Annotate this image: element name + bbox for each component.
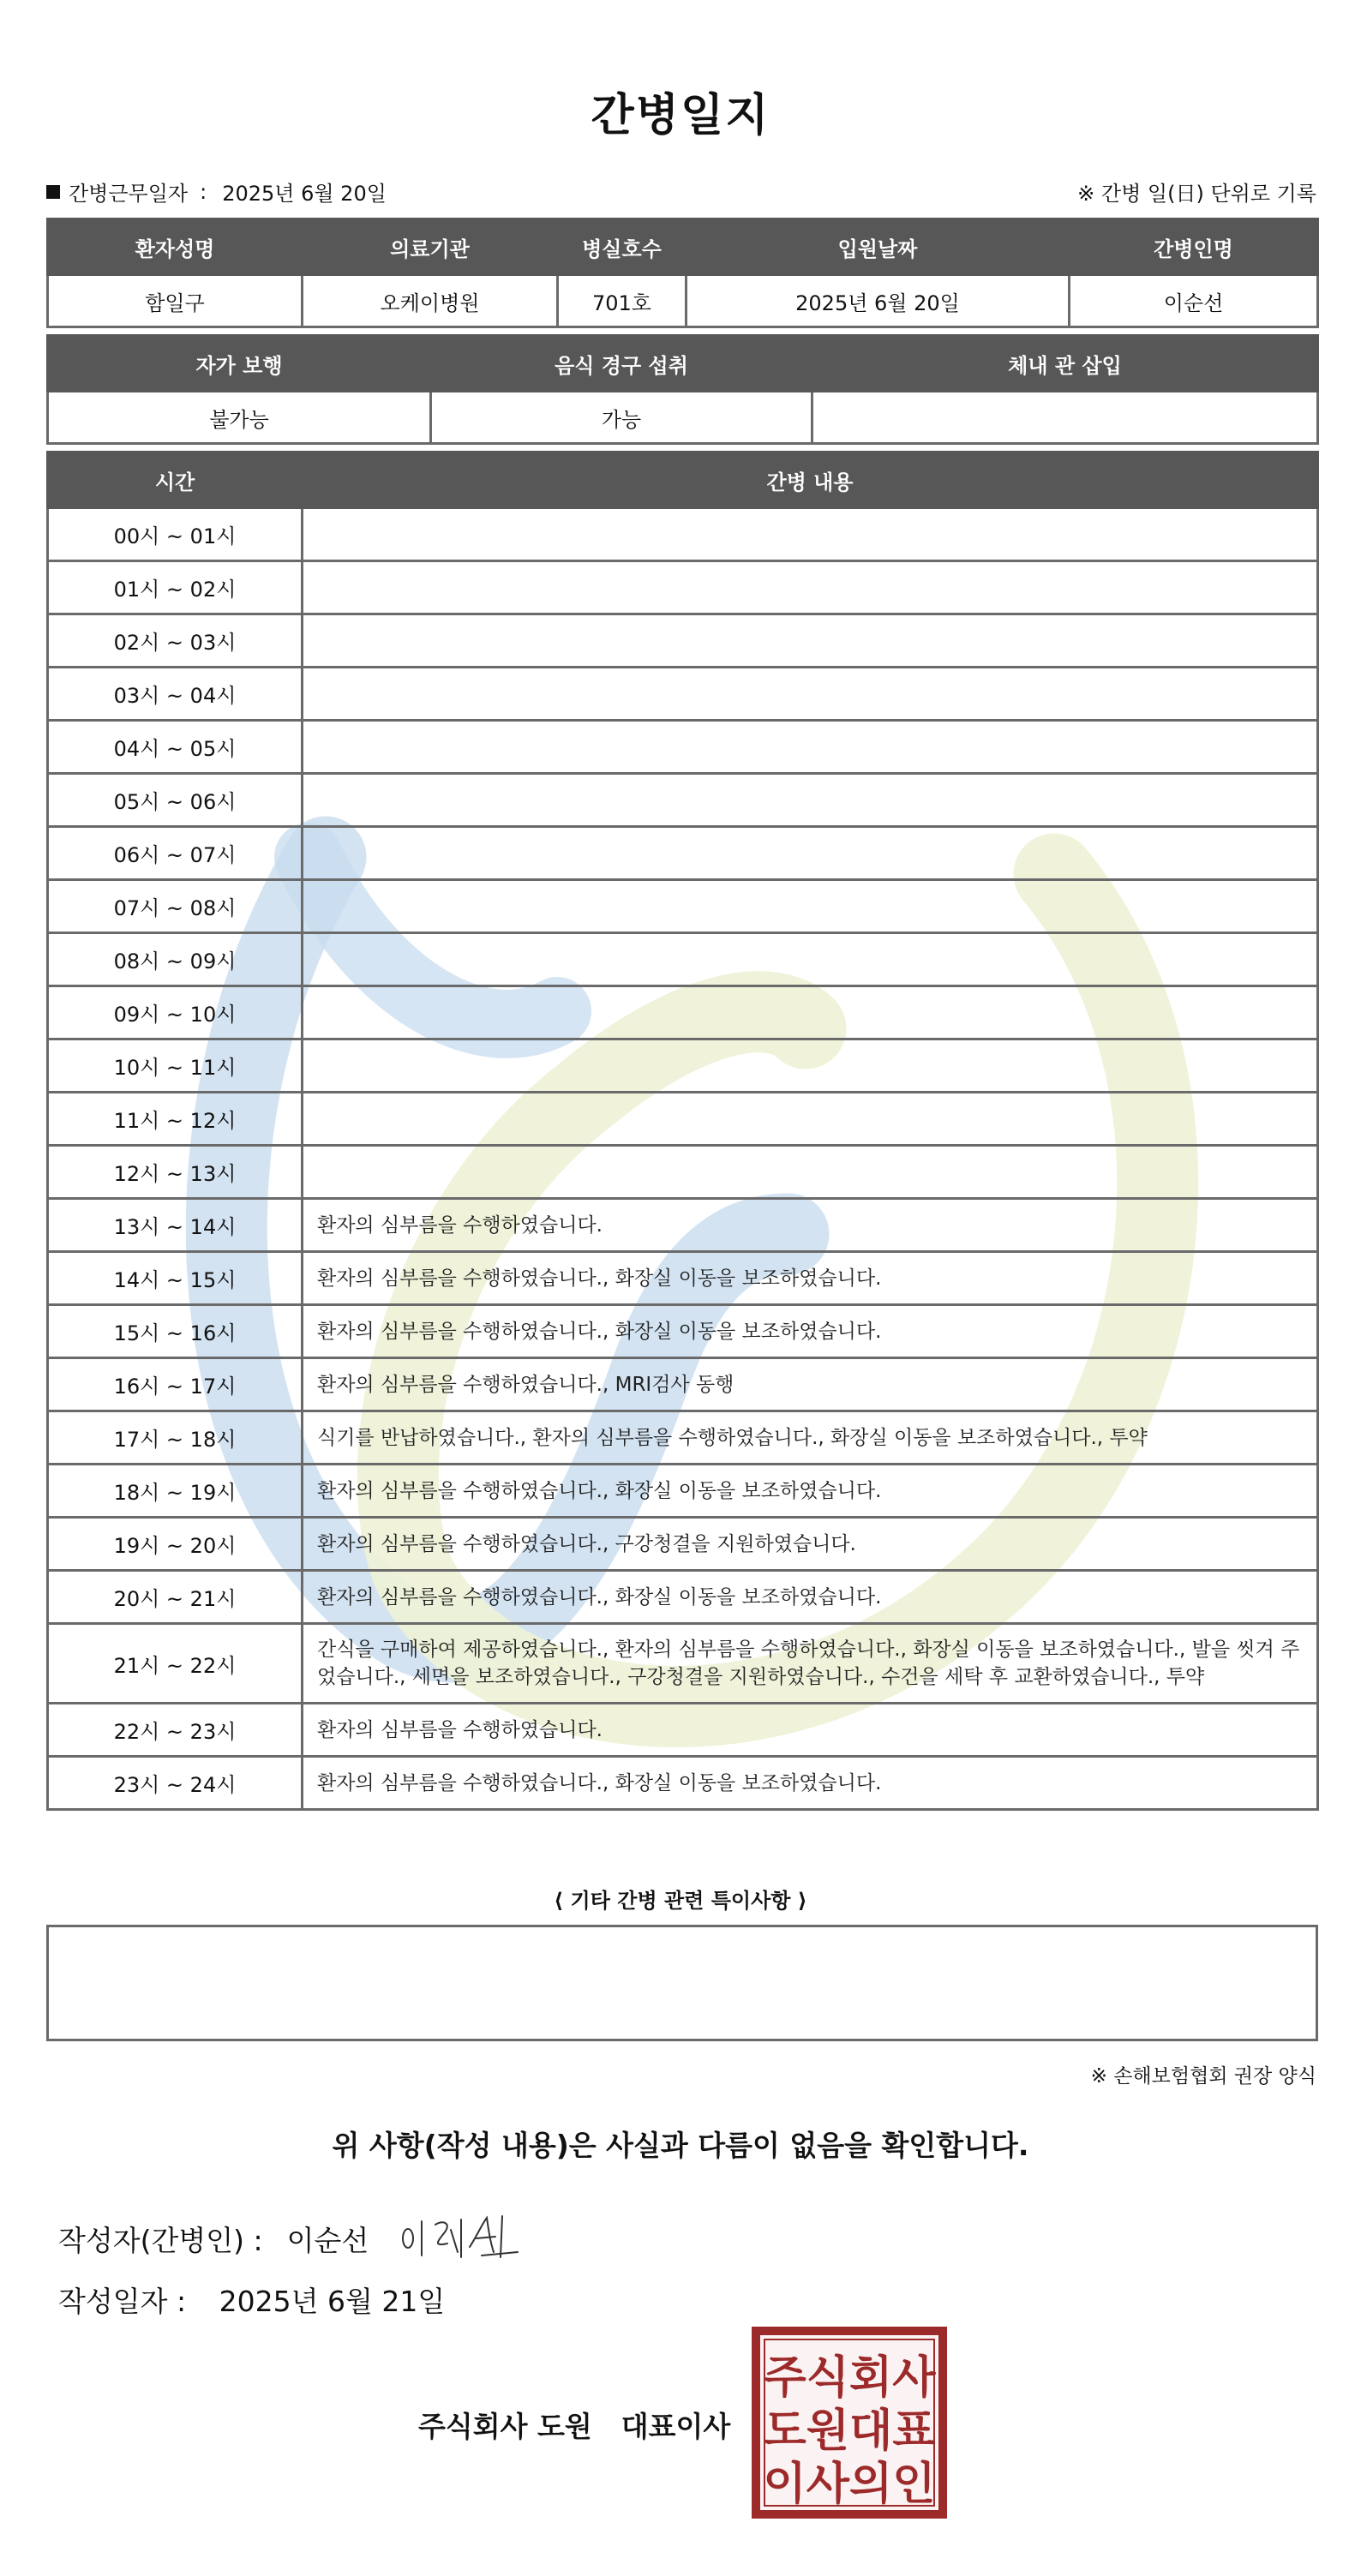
schedule-content-cell: 환자의 심부름을 수행하였습니다. (303, 1199, 1318, 1252)
schedule-time-cell: 04시 ~ 05시 (48, 721, 303, 774)
header-room-number: 병실호수 (558, 219, 686, 275)
schedule-time-cell: 08시 ~ 09시 (48, 933, 303, 986)
daily-record-note: ※ 간병 일(日) 단위로 기록 (1077, 182, 1316, 206)
schedule-time-cell: 13시 ~ 14시 (48, 1199, 303, 1252)
header-patient-name: 환자성명 (48, 219, 303, 275)
written-date-line (58, 2279, 445, 2320)
schedule-time-cell: 18시 ~ 19시 (48, 1465, 303, 1518)
schedule-content-cell: 환자의 심부름을 수행하였습니다., 구강청결을 지원하였습니다. (303, 1518, 1318, 1571)
schedule-content-cell (303, 721, 1318, 774)
schedule-content-cell: 환자의 심부름을 수행하였습니다. (303, 1704, 1318, 1757)
schedule-content-cell: 식기를 반납하였습니다., 환자의 심부름을 수행하였습니다., 화장실 이동을 보조하였습니다., 투약 (303, 1411, 1318, 1465)
schedule-row (48, 1411, 1318, 1465)
patient-header-row (48, 219, 1318, 275)
room-number: 701호 (558, 275, 686, 327)
schedule-row (48, 1146, 1318, 1199)
schedule-row (48, 1465, 1318, 1518)
company-name: 주식회사 도원 (418, 2410, 592, 2443)
schedule-time-cell: 05시 ~ 06시 (48, 774, 303, 827)
patient-info-table (46, 218, 1319, 328)
schedule-time-cell: 11시 ~ 12시 (48, 1093, 303, 1146)
admission-date: 2025년 6월 20일 (686, 275, 1070, 327)
schedule-time-cell: 00시 ~ 01시 (48, 508, 303, 561)
work-date-separator: : (200, 179, 207, 204)
work-date-value: 2025년 6월 20일 (222, 182, 387, 206)
written-date-value: 2025년 6월 21일 (219, 2285, 446, 2318)
schedule-row (48, 1571, 1318, 1624)
schedule-content-cell: 환자의 심부름을 수행하였습니다., 화장실 이동을 보조하였습니다. (303, 1252, 1318, 1305)
schedule-row (48, 561, 1318, 614)
schedule-content-cell: 간식을 구매하여 제공하였습니다., 환자의 심부름을 수행하였습니다., 화장실 이동을 보조하였습니다., 발을 씻겨 주었습니다., 세면을 보조하였습니다., 구강청결을 지원하였습니다., 수건을 세탁 후 교환하였습니다., 투약 (303, 1624, 1318, 1704)
bullet-square-icon (46, 185, 60, 199)
oral-intake-value: 가능 (431, 392, 812, 444)
schedule-header-row (48, 452, 1318, 508)
confirmation-statement: 위 사항(작성 내용)은 사실과 다름이 없음을 확인합니다. (332, 2129, 1029, 2162)
schedule-row (48, 933, 1318, 986)
schedule-content-cell: 환자의 심부름을 수행하였습니다., 화장실 이동을 보조하였습니다. (303, 1305, 1318, 1358)
schedule-content-cell (303, 668, 1318, 721)
schedule-time-cell: 22시 ~ 23시 (48, 1704, 303, 1757)
document-title: 간병일지 (591, 90, 770, 141)
schedule-content-cell (303, 933, 1318, 986)
tube-insertion-value (812, 392, 1318, 444)
schedule-content-cell (303, 774, 1318, 827)
seal-line-2: 도원대표 (763, 2405, 936, 2457)
schedule-content-cell: 환자의 심부름을 수행하였습니다., MRI검사 동행 (303, 1358, 1318, 1411)
special-notes-box (46, 1925, 1318, 2041)
schedule-content-cell (303, 1093, 1318, 1146)
schedule-content-cell (303, 827, 1318, 880)
schedule-content-cell: 환자의 심부름을 수행하였습니다., 화장실 이동을 보조하였습니다. (303, 1465, 1318, 1518)
schedule-row (48, 1252, 1318, 1305)
schedule-row (48, 1093, 1318, 1146)
special-notes-title: ⟨ 기타 간병 관련 특이사항 ⟩ (554, 1889, 807, 1913)
schedule-time-cell: 16시 ~ 17시 (48, 1358, 303, 1411)
schedule-content-cell (303, 561, 1318, 614)
schedule-content-cell (303, 880, 1318, 933)
schedule-time-cell: 14시 ~ 15시 (48, 1252, 303, 1305)
schedule-row (48, 827, 1318, 880)
schedule-row (48, 880, 1318, 933)
patient-name: 함일구 (48, 275, 303, 327)
schedule-row (48, 1039, 1318, 1093)
schedule-time-cell: 19시 ~ 20시 (48, 1518, 303, 1571)
schedule-content-cell (303, 614, 1318, 668)
schedule-content-cell (303, 508, 1318, 561)
handwritten-signature (398, 2213, 526, 2264)
schedule-row (48, 986, 1318, 1039)
work-date-label: 간병근무일자 (69, 182, 189, 206)
schedule-time-cell: 17시 ~ 18시 (48, 1411, 303, 1465)
schedule-time-cell: 03시 ~ 04시 (48, 668, 303, 721)
hospital-name: 오케이병원 (303, 275, 558, 327)
care-schedule-table (46, 451, 1319, 1811)
header-time: 시간 (48, 452, 303, 508)
schedule-time-cell: 21시 ~ 22시 (48, 1624, 303, 1704)
patient-value-row (48, 275, 1318, 327)
schedule-row (48, 1358, 1318, 1411)
schedule-time-cell: 01시 ~ 02시 (48, 561, 303, 614)
header-self-walking: 자가 보행 (48, 336, 431, 392)
schedule-row (48, 721, 1318, 774)
schedule-row (48, 1757, 1318, 1810)
self-walking-value: 불가능 (48, 392, 431, 444)
schedule-row (48, 1704, 1318, 1757)
header-oral-intake: 음식 경구 섭취 (431, 336, 812, 392)
status-value-row (48, 392, 1318, 444)
company-line (418, 2405, 730, 2445)
schedule-time-cell: 10시 ~ 11시 (48, 1039, 303, 1093)
schedule-row (48, 508, 1318, 561)
schedule-time-cell: 12시 ~ 13시 (48, 1146, 303, 1199)
seal-line-1: 주식회사 (763, 2352, 936, 2404)
schedule-time-cell: 15시 ~ 16시 (48, 1305, 303, 1358)
seal-line-3: 이사의인 (763, 2459, 936, 2510)
schedule-time-cell: 02시 ~ 03시 (48, 614, 303, 668)
company-seal-stamp (751, 2326, 948, 2519)
recommended-form-note: ※ 손해보험협회 권장 양식 (1090, 2065, 1316, 2088)
header-care-content: 간병 내용 (303, 452, 1318, 508)
schedule-row (48, 1518, 1318, 1571)
writer-line (58, 2213, 526, 2264)
schedule-row (48, 1199, 1318, 1252)
schedule-time-cell: 20시 ~ 21시 (48, 1571, 303, 1624)
schedule-body (48, 508, 1318, 1810)
schedule-row (48, 668, 1318, 721)
schedule-time-cell: 23시 ~ 24시 (48, 1757, 303, 1810)
schedule-row (48, 1305, 1318, 1358)
header-caregiver-name: 간병인명 (1070, 219, 1318, 275)
caregiver-name: 이순선 (1070, 275, 1318, 327)
work-date-line (46, 177, 387, 207)
schedule-row (48, 1624, 1318, 1704)
status-header-row (48, 336, 1318, 392)
writer-name: 이순선 (286, 2223, 369, 2257)
company-role: 대표이사 (621, 2410, 731, 2443)
schedule-row (48, 774, 1318, 827)
schedule-row (48, 614, 1318, 668)
patient-status-table (46, 334, 1319, 445)
schedule-content-cell: 환자의 심부름을 수행하였습니다., 화장실 이동을 보조하였습니다. (303, 1757, 1318, 1810)
schedule-content-cell: 환자의 심부름을 수행하였습니다., 화장실 이동을 보조하였습니다. (303, 1571, 1318, 1624)
schedule-content-cell (303, 1039, 1318, 1093)
schedule-content-cell (303, 986, 1318, 1039)
header-admission-date: 입원날짜 (686, 219, 1070, 275)
written-date-label: 작성일자 : (58, 2285, 187, 2318)
schedule-time-cell: 07시 ~ 08시 (48, 880, 303, 933)
schedule-time-cell: 06시 ~ 07시 (48, 827, 303, 880)
schedule-content-cell (303, 1146, 1318, 1199)
schedule-time-cell: 09시 ~ 10시 (48, 986, 303, 1039)
header-hospital: 의료기관 (303, 219, 558, 275)
header-tube-insertion: 체내 관 삽입 (812, 336, 1318, 392)
writer-label: 작성자(간병인) : (58, 2223, 263, 2257)
